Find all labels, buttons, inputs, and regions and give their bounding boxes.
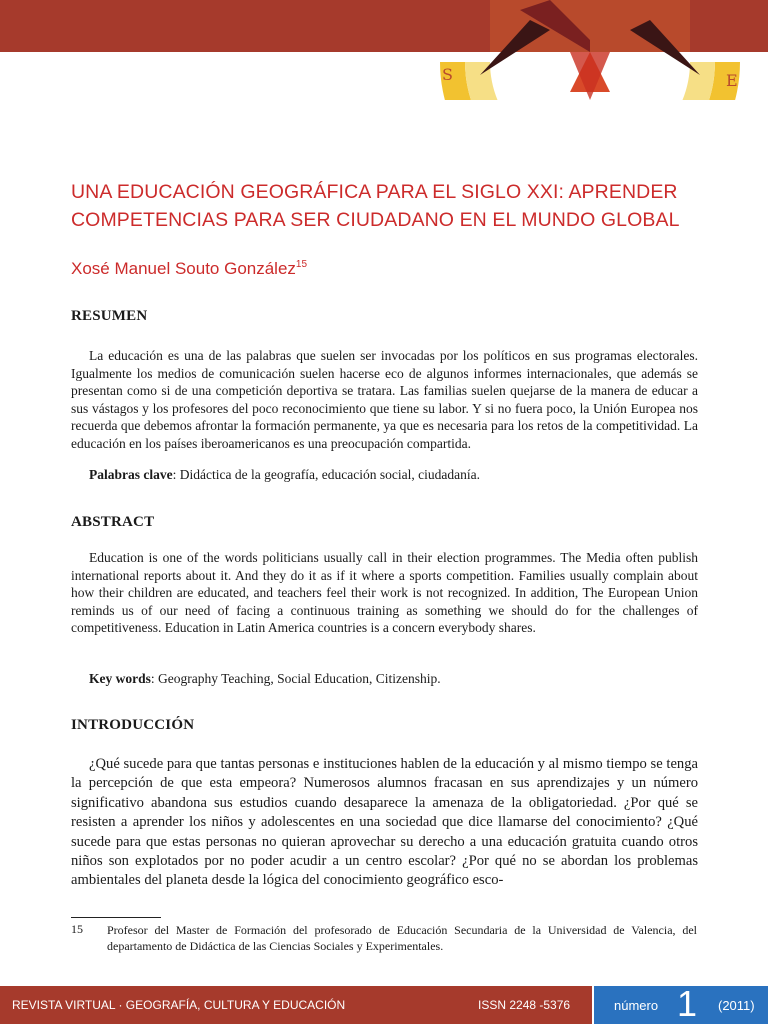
footer-issn: ISSN 2248 -5376 bbox=[478, 998, 571, 1012]
footer-year: (2011) bbox=[718, 998, 755, 1013]
resumen-heading: RESUMEN bbox=[71, 308, 148, 324]
abstract-keywords-label: Key words bbox=[89, 671, 151, 686]
footer-issue-bar bbox=[594, 983, 768, 1024]
compass-rose-logo bbox=[420, 0, 760, 100]
article-title: UNA EDUCACIÓN GEOGRÁFICA PARA EL SIGLO XXI: APRENDER COMPETENCIAS PARA SER CIUDADANO EN EL MUNDO GLOBAL bbox=[71, 181, 680, 231]
svg-text:E: E bbox=[726, 71, 738, 90]
resumen-keywords bbox=[89, 467, 480, 483]
footer-numero-label: número bbox=[614, 998, 659, 1013]
resumen-paragraph: La educación es una de las palabras que suelen ser invocadas por los políticos en sus programas electorales. Igualmente los medios de comunicación suelen hacerse eco de algunos informes internacionales, que además se presentan como si de una competición deportiva se tratara. Las familias suelen quejarse de la manera de educar a sus vástagos y los profesores del poco reconocimiento que tiene su labor. Y si no fuera poco, la Unión Europea nos recuerda que debemos afrontar la formación permanente, ya que es necesaria para los retos de la competitividad. La educación en los países iberoamericanos es una preocupación compartida. bbox=[71, 348, 698, 451]
abstract-keywords-text: : Geography Teaching, Social Education, Citizenship. bbox=[150, 671, 441, 686]
introduccion-paragraph: ¿Qué sucede para que tantas personas e instituciones hablen de la educación y al mismo tiempo se tenga la percepción de que esta empeora? Numerosos alumnos fracasan en sus aprendizajes y un número significativo abandona sus estudios cuando desaparece la amenaza de la obligatoriedad. ¿Por qué se resisten a aprender los niños y adolescentes en una sociedad que dice llamarse del conocimiento? ¿Qué sucede para que estas personas no quieran aprovechar su derecho a una educación gratuita cuando otros niños son explotados por no poder acudir a un centro escolar? ¿Por qué no se abordan los problemas ambientales del planeta desde la lógica del conocimiento geográfico esco- bbox=[71, 756, 698, 889]
footer-journal-name: REVISTA VIRTUAL · GEOGRAFÍA, CULTURA Y EDUCACIÓN bbox=[12, 998, 346, 1012]
abstract-keywords bbox=[89, 671, 441, 687]
footnote-number: 15 bbox=[71, 922, 83, 936]
svg-text:S: S bbox=[442, 65, 453, 84]
author-text: Xosé Manuel Souto González bbox=[71, 259, 296, 278]
resumen-keywords-label: Palabras clave bbox=[89, 467, 173, 482]
footer-journal-bar bbox=[0, 986, 592, 1024]
author-footnote-ref[interactable]: 15 bbox=[295, 259, 308, 270]
author-name bbox=[71, 254, 307, 280]
footnote-divider bbox=[71, 917, 161, 918]
abstract-heading: ABSTRACT bbox=[71, 514, 155, 530]
introduccion-heading: INTRODUCCIÓN bbox=[71, 717, 195, 733]
footer-numero-value: 1 bbox=[677, 983, 698, 1024]
footnote-text: Profesor del Master de Formación del profesorado de Educación Secundaria de la Universidad de Valencia, del departamento de Didáctica de las Ciencias Sociales y Experimentales. bbox=[107, 923, 697, 953]
abstract-paragraph: Education is one of the words politicians usually call in their election programmes. The Media often publish international reports about it. And they do it as if it where a sports competition. Families usually complain about how their children are educated, and teachers feel their work is not recognized. In addition, The European Union reminds us of our need of facing a continuous training as something we should do for the challenges of competitiveness. Education in Latin America countries is a concern everybody shares. bbox=[71, 550, 698, 636]
resumen-keywords-text: : Didáctica de la geografía, educación social, ciudadanía. bbox=[172, 467, 480, 482]
